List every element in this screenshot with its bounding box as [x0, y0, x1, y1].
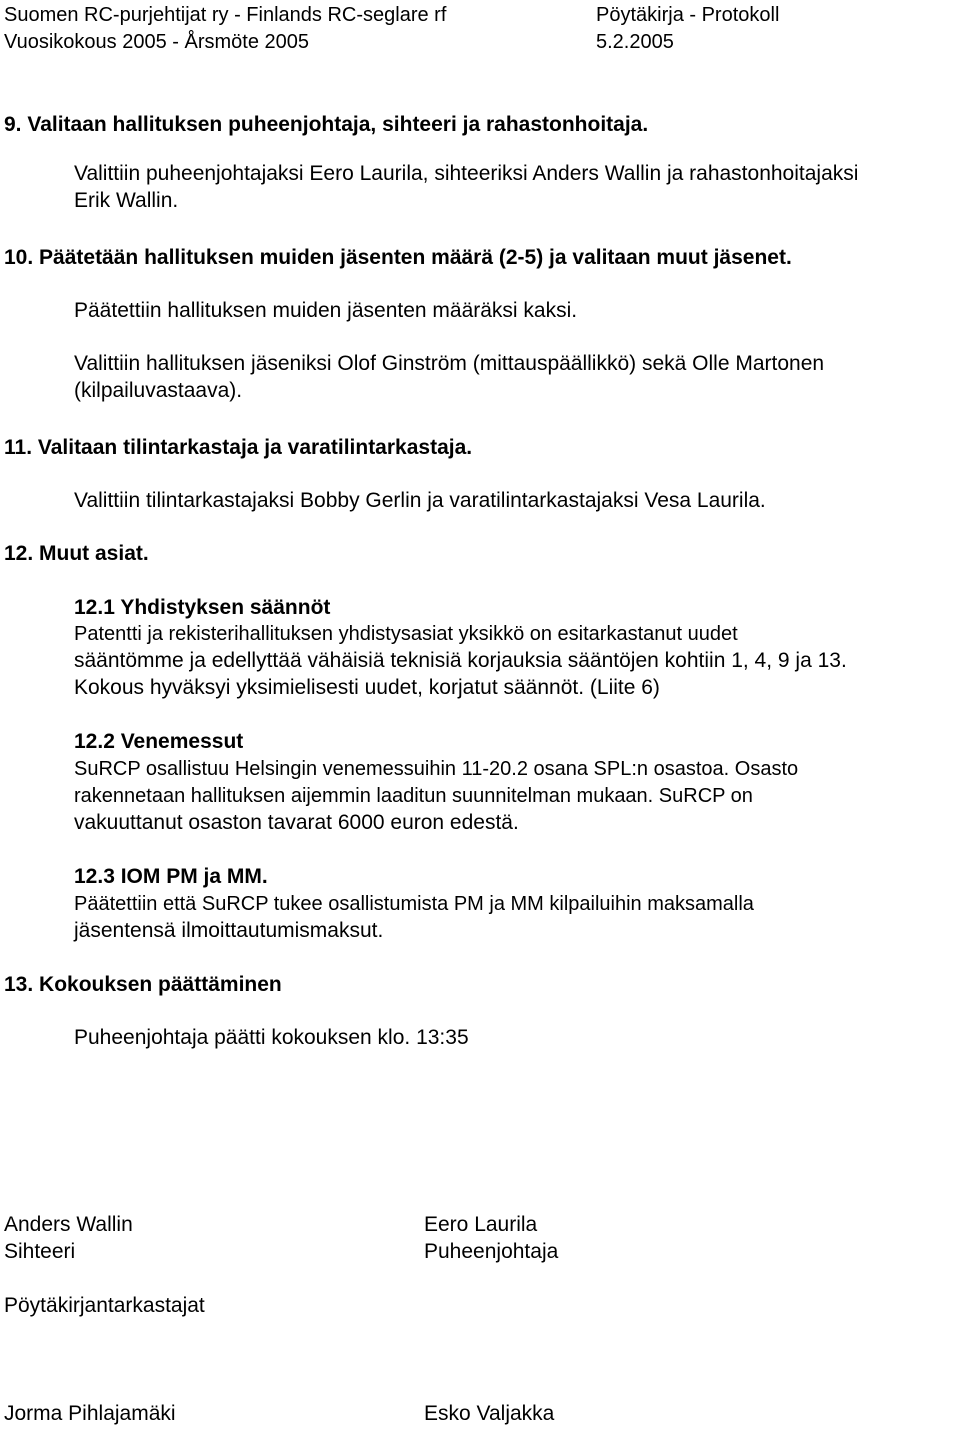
section-12-1-title: 12.1 Yhdistyksen säännöt: [74, 596, 331, 619]
header-meeting: Vuosikokous 2005 - Årsmöte 2005: [4, 31, 309, 53]
section-12-2-title: 12.2 Venemessut: [74, 730, 244, 753]
section-9-heading: 9. Valitaan hallituksen puheenjohtaja, sihteeri ja rahastonhoitaja.: [4, 113, 649, 136]
section-12-3-title: 12.3 IOM PM ja MM.: [74, 865, 268, 888]
signature-secretary-role: Sihteeri: [4, 1240, 76, 1263]
section-12-2-line3: vakuuttanut osaston tavarat 6000 euron edestä.: [74, 811, 519, 834]
section-9-text-line1: Valittiin puheenjohtajaksi Eero Laurila, sihteeriksi Anders Wallin ja rahastonhoitajaksi: [74, 162, 859, 185]
signature-secretary-name: Anders Wallin: [4, 1213, 133, 1236]
signature-checker-1: Jorma Pihlajamäki: [4, 1402, 176, 1425]
section-12-2-line1: SuRCP osallistuu Helsingin venemessuihin 11-20.2 osana SPL:n osastoa. Osasto: [74, 758, 799, 780]
section-12-2-line2: rakennetaan hallituksen aijemmin laaditun suunnitelman mukaan. SuRCP on: [74, 785, 753, 807]
section-12-3-line2: jäsentensä ilmoittautumismaksut.: [74, 919, 384, 942]
signature-checkers-label: Pöytäkirjantarkastajat: [4, 1294, 205, 1317]
section-12-1-line2: sääntömme ja edellyttää vähäisiä teknisiä korjauksia sääntöjen kohtiin 1, 4, 9 ja 13.: [74, 649, 847, 672]
section-10-text2-line1: Valittiin hallituksen jäseniksi Olof Ginström (mittauspäällikkö) sekä Olle Martonen: [74, 352, 825, 375]
section-11-text: Valittiin tilintarkastajaksi Bobby Gerlin ja varatilintarkastajaksi Vesa Laurila.: [74, 489, 766, 512]
section-10-text2-line2: (kilpailuvastaava).: [74, 379, 243, 402]
header-org: Suomen RC-purjehtijat ry - Finlands RC-seglare rf: [4, 4, 447, 26]
section-10-text1: Päätettiin hallituksen muiden jäsenten määräksi kaksi.: [74, 299, 578, 322]
section-10-heading: 10. Päätetään hallituksen muiden jäsenten määrä (2-5) ja valitaan muut jäsenet.: [4, 246, 792, 269]
section-12-1-line1: Patentti ja rekisterihallituksen yhdistysasiat yksikkö on esitarkastanut uudet: [74, 623, 738, 645]
section-13-heading: 13. Kokouksen päättäminen: [4, 973, 282, 996]
section-9-text-line2: Erik Wallin.: [74, 189, 179, 212]
signature-checker-2: Esko Valjakka: [424, 1402, 555, 1425]
header-doc-type: Pöytäkirja - Protokoll: [596, 4, 780, 26]
signature-chair-role: Puheenjohtaja: [424, 1240, 559, 1263]
section-12-3-line1: Päätettiin että SuRCP tukee osallistumista PM ja MM kilpailuihin maksamalla: [74, 893, 754, 915]
header-date: 5.2.2005: [596, 31, 674, 53]
section-12-1-line3: Kokous hyväksyi yksimielisesti uudet, korjatut säännöt. (Liite 6): [74, 676, 660, 699]
section-11-heading: 11. Valitaan tilintarkastaja ja varatilintarkastaja.: [4, 436, 473, 459]
section-13-text: Puheenjohtaja päätti kokouksen klo. 13:35: [74, 1026, 469, 1049]
signature-chair-name: Eero Laurila: [424, 1213, 538, 1236]
section-12-heading: 12. Muut asiat.: [4, 542, 149, 565]
